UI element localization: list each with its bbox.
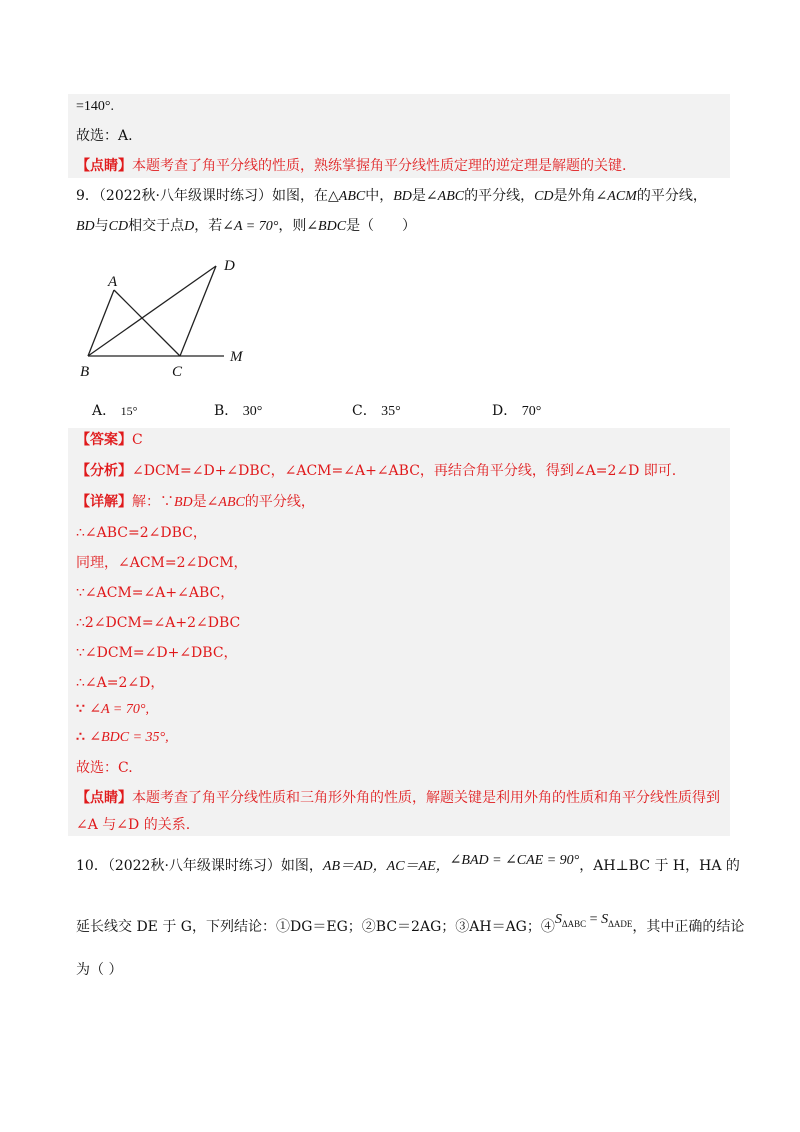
q10-stem-line-3: 为（ ） bbox=[76, 962, 123, 978]
label-c: C bbox=[172, 364, 183, 380]
option-a[interactable]: A． 15° bbox=[92, 403, 138, 419]
q10-stem-line-2: 延长线交 DE 于 G，下列结论：①DG＝EG；②BC＝2AG；③AH＝AG；$④S_{\Delta ABC} = S_{\Delta ADE}$，其中正确的结论 bbox=[76, 912, 745, 935]
q9-geometry-figure bbox=[76, 256, 266, 386]
prev-comment: 【点睛】本题考查了角平分线的性质，熟练掌握角平分线性质定理的逆定理是解题的关键. bbox=[76, 158, 627, 174]
label-d: D bbox=[224, 258, 235, 274]
segment-cd bbox=[180, 266, 216, 356]
area-equation: $S_{\Delta ABC} = S_{\Delta ADE}$ bbox=[554, 912, 633, 929]
q9-step-given: ∵ ∠A = 70°, bbox=[76, 701, 149, 717]
q9-comment: 【点睛】本题考查了角平分线性质和三角形外角的性质，解题关键是利用外角的性质和角平分线性质得到 bbox=[76, 790, 720, 806]
q9-stem-line-2: BD与CD相交于点D，若∠A = 70°，则∠BDC是（ ） bbox=[76, 218, 417, 234]
q9-analysis: 【分析】∠DCM=∠D+∠DBC，∠ACM=∠A+∠ABC，再结合角平分线，得到∠A=2∠D 即可. bbox=[76, 463, 677, 479]
option-b[interactable]: B． 30° bbox=[214, 403, 263, 419]
q9-choice: 故选：C. bbox=[76, 760, 133, 776]
q10-stem-line-1: 10．（2022秋·八年级课时练习）如图，AB＝AD，AC＝AE，∠BAD = ∠CAE = 90°，AH⊥BC 于 H，HA 的 bbox=[76, 853, 740, 874]
label-a: A bbox=[108, 274, 118, 290]
q9-stem-line-1: 9．（2022秋·八年级课时练习）如图，在△ABC中，BD是∠ABC的平分线，CD是外角∠ACM的平分线， bbox=[76, 188, 707, 204]
q9-step: ∵∠DCM=∠D+∠DBC， bbox=[76, 645, 238, 661]
option-c[interactable]: C． 35° bbox=[352, 403, 401, 419]
comment-tag: 【点睛】 bbox=[76, 158, 132, 174]
label-m: M bbox=[230, 349, 243, 365]
q9-detail: 【详解】解：∵BD是∠ABC的平分线， bbox=[76, 494, 315, 510]
prev-choice: 故选：A. bbox=[76, 128, 133, 144]
q9-step: ∴2∠DCM=∠A+2∠DBC bbox=[76, 615, 241, 631]
option-d[interactable]: D． 70° bbox=[492, 403, 542, 419]
q9-step: ∴∠ABC=2∠DBC， bbox=[76, 525, 207, 541]
segment-ac bbox=[114, 290, 180, 356]
q9-step-result: ∴ ∠BDC = 35°, bbox=[76, 729, 169, 745]
label-b: B bbox=[80, 364, 90, 380]
prev-eq-line: =140°. bbox=[76, 99, 114, 114]
q9-step: ∴∠A=2∠D， bbox=[76, 675, 165, 691]
q9-answer: 【答案】C bbox=[76, 432, 143, 448]
q9-comment-cont: ∠A 与∠D 的关系. bbox=[76, 817, 191, 833]
q9-step: ∵∠ACM=∠A+∠ABC， bbox=[76, 585, 235, 601]
q9-step: 同理，∠ACM=2∠DCM， bbox=[76, 555, 248, 571]
